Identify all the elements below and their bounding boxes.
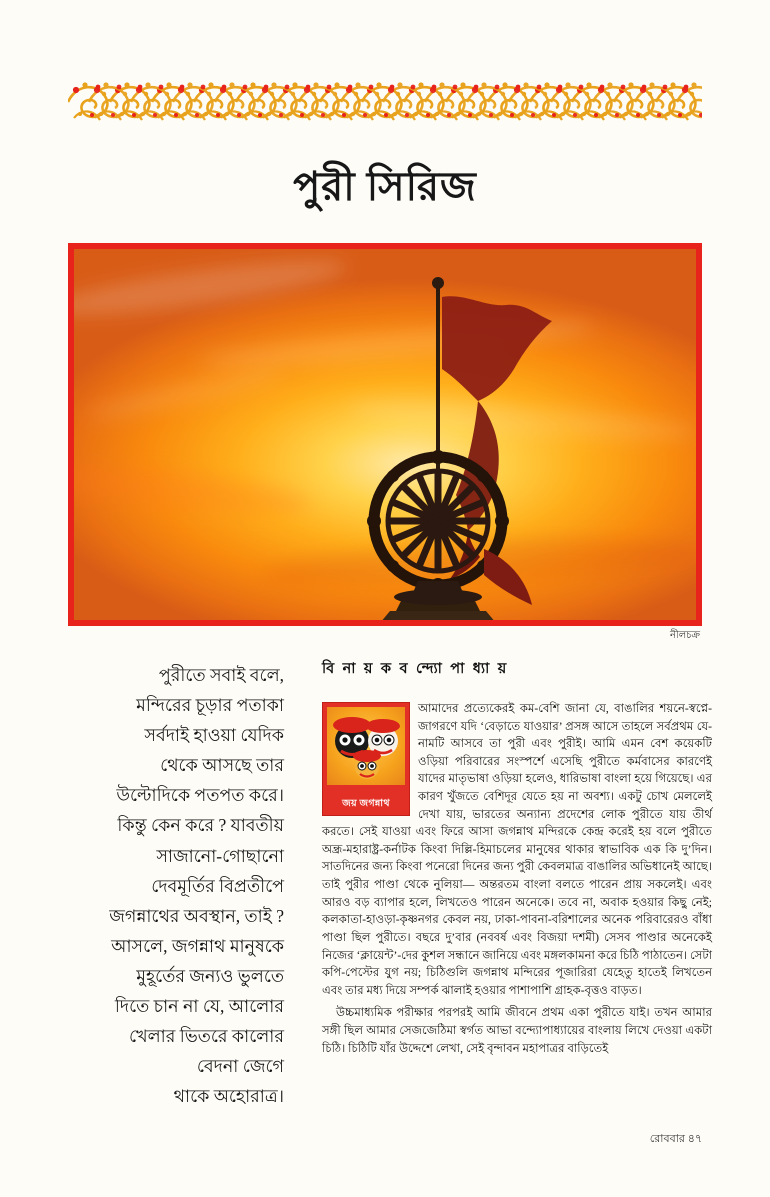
page-title: পুরী সিরিজ xyxy=(293,164,477,209)
poem-line: দিতে চান না যে, আলোর xyxy=(114,996,284,1017)
poem-line: মন্দিরের চূড়ার পতাকা xyxy=(136,695,284,716)
jagannath-sticker xyxy=(322,702,410,816)
poem-line: কিন্তু কেন করে ? যাবতীয় xyxy=(117,815,284,836)
temple-spire-with-flag-icon xyxy=(74,249,696,620)
poem-line: সর্বদাই হাওয়া যেদিক xyxy=(144,725,284,746)
article-photo xyxy=(68,243,702,626)
sticker-caption: জয় জগন্নাথ xyxy=(342,798,390,809)
poem-line: বেদনা জেগে xyxy=(196,1056,284,1077)
poem-line: থেকে আসছে তার xyxy=(160,755,284,776)
article-paragraph: উচ্চমাধ্যমিক পরীক্ষার পরপরই আমি জীবনে প্রথম একা পুরীতে যাই। তখন আমার সঙ্গী ছিল আমার সেজজেঠিমা স্বর্গত আভা বন্দ্যোপাধ্যায়ের বাংলায় লিখে দেওয়া একটা চিঠি। চিঠিটি যাঁর উদ্দেশে লেখা, সেই বৃন্দাবন মহাপাত্রর বাড়িতেই xyxy=(322,1006,712,1055)
poem-line: জগন্নাথের অবস্থান, তাই ? xyxy=(109,905,284,926)
deity-faces-svg xyxy=(327,707,405,785)
poem-block xyxy=(62,660,284,1111)
photo-credit: নীলচক্র xyxy=(669,630,700,641)
poem-line: মুহূর্তের জন্যও ভুলতে xyxy=(136,965,284,986)
poem-line: থাকে অহোরাত্র। xyxy=(173,1086,284,1107)
article-paragraph: আমাদের প্রত্যেকেরই কম-বেশি জানা যে, বাঙালির শয়নে-স্বপ্নে-জাগরণে যদি ‘বেড়াতে যাওয়ার’ প্রসঙ্গ আসে তাহলে সর্বপ্রথম যে-নামটি আসবে তা পুরী এবং পুরীই। আমি এমন বেশ কয়েকটি ওড়িয়া পরিবারের সংস্পর্শে এসেছি পুরীতে কর্মবাসের কারণেই যাদের মাতৃভাষা ওড়িয়া হলেও, ধারিভাষা বাংলা হয়ে গিয়েছে। এর কারণ খুঁজতে বেশিদূর যেতে হয় না অবশ্য। একটু চোখ মেললেই দেখা যায়, ভারতের অন্যান্য প্রদেশের লোক পুরীতে যায় তীর্থ করতে। সেই যাওয়া এবং ফিরে আসা জগন্নাথ মন্দিরকে কেন্দ্র করেই হয় বলে পুরীতে অন্ধ্র-মহারাষ্ট্র-কর্নাটক কিংবা দিল্লি-হিমাচলের মানুষের থাকার স্বাভাবিক এক কি দু’দিন। সাতদিনের জন্য কিংবা পনেরো দিনের জন্য পুরী কেবলমাত্র বাঙালির অভিধানেই আছে। তাই পুরীর পাণ্ডা থেকে নুলিয়া— অন্তরতম বাংলা বলতে পারেন প্রায় সকলেই। এবং আরও বড় ব্যাপার হলে, লিখতেও পারেন অনেকে। তবে না, অবাক হওয়ার কিছু নেই; কলকাতা-হাওড়া-কৃষ্ণনগর কেবল নয়, ঢাকা-পাবনা-বরিশালের অনেক পরিবারেরও বাঁধা পাণ্ডা ছিল পুরীতে। বছরে দু’বার (নববর্ষ এবং বিজয়া দশমী) সেসব পাণ্ডার অনেকেই নিজের ‘ক্লায়েন্ট’-দের কুশল সন্ধানে জানিয়ে এবং মঙ্গলকামনা করে চিঠি পাঠাতেন। সেটা কপি-পেস্টের যুগ নয়; চিঠিগুলি জগন্নাথ মন্দিরের পূজারিরা যেহেতু হাতেই লিখতেন এবং তার মধ্য দিয়ে সম্পর্ক ঝালাই হওয়ার পাশাপাশি গ্রাহক-বৃত্তও বাড়ত। xyxy=(322,702,712,997)
poem-line: পুরীতে সবাই বলে, xyxy=(158,665,284,685)
poem-line: সাজানো-গোছানো xyxy=(156,845,284,866)
poem-line: দেবমূর্তির বিপ্রতীপে xyxy=(151,875,284,896)
article-body xyxy=(322,700,712,1062)
poem-line: খেলার ভিতরে কালোর xyxy=(128,1026,284,1047)
floral-border-band xyxy=(68,78,702,126)
jagannath-faces-icon xyxy=(327,707,405,785)
author-byline: বি না য় ক ব ন্দ্যো পা ধ্যা য় xyxy=(322,661,509,677)
poem-line: উল্টোদিকে পতপত করে। xyxy=(116,785,284,806)
poem-line: আসলে, জগন্নাথ মানুষকে xyxy=(111,935,284,956)
page-footer: রোববার ৪৭ xyxy=(649,1133,702,1145)
